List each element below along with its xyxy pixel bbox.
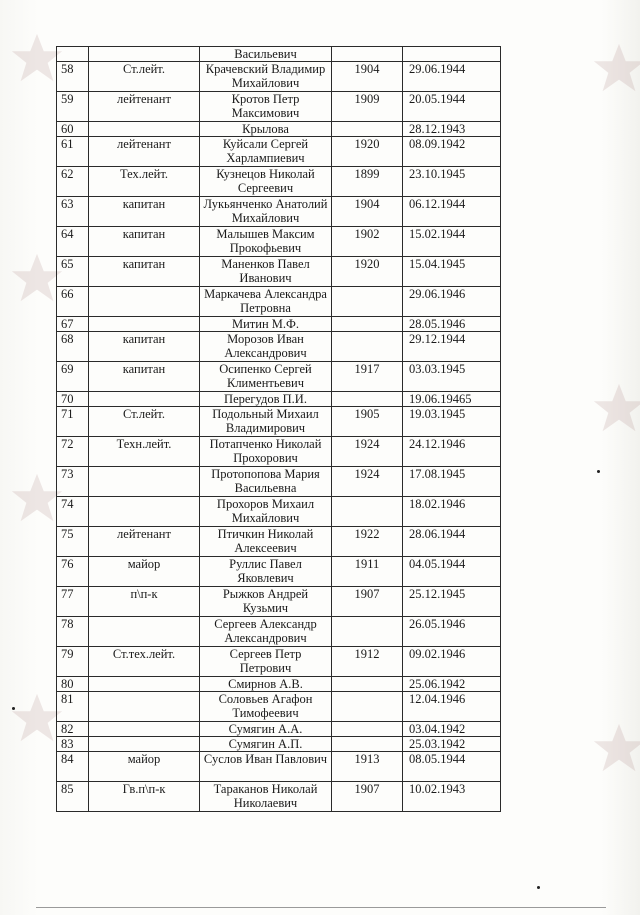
table-row	[57, 722, 501, 737]
cell-year	[332, 287, 403, 317]
cell-name: Протопопова Мария Васильевна	[200, 467, 332, 497]
cell-num: 70	[57, 392, 89, 407]
cell-num: 64	[57, 227, 89, 257]
cell-num: 82	[57, 722, 89, 737]
cell-year: 1904	[332, 197, 403, 227]
cell-date: 03.03.1945	[403, 362, 501, 392]
cell-num	[57, 47, 89, 62]
cell-rank	[89, 47, 200, 62]
cell-rank	[89, 122, 200, 137]
table-row	[57, 92, 501, 122]
cell-rank: Техн.лейт.	[89, 437, 200, 467]
table-row	[57, 362, 501, 392]
table-row	[57, 437, 501, 467]
table-row	[57, 527, 501, 557]
cell-num: 81	[57, 692, 89, 722]
cell-rank: лейтенант	[89, 527, 200, 557]
cell-name: Митин М.Ф.	[200, 317, 332, 332]
cell-date: 18.02.1946	[403, 497, 501, 527]
cell-year	[332, 497, 403, 527]
cell-date: 03.04.1942	[403, 722, 501, 737]
scan-speck	[537, 886, 540, 889]
cell-rank	[89, 617, 200, 647]
cell-name: Сумягин А.А.	[200, 722, 332, 737]
personnel-table-body	[57, 47, 501, 812]
cell-year: 1909	[332, 92, 403, 122]
cell-num: 84	[57, 752, 89, 782]
cell-name: Тараканов Николай Николаевич	[200, 782, 332, 812]
cell-rank: майор	[89, 752, 200, 782]
cell-date: 24.12.1946	[403, 437, 501, 467]
cell-name: Руллис Павел Яковлевич	[200, 557, 332, 587]
cell-date: 29.12.1944	[403, 332, 501, 362]
table-row	[57, 782, 501, 812]
cell-date: 06.12.1944	[403, 197, 501, 227]
cell-num: 65	[57, 257, 89, 287]
watermark-icon	[590, 40, 640, 98]
cell-num: 72	[57, 437, 89, 467]
cell-name: Кротов Петр Максимович	[200, 92, 332, 122]
cell-name: Куйсали Сергей Харлампиевич	[200, 137, 332, 167]
cell-num: 58	[57, 62, 89, 92]
cell-num: 78	[57, 617, 89, 647]
cell-name: Кузнецов Николай Сергеевич	[200, 167, 332, 197]
cell-year: 1904	[332, 62, 403, 92]
cell-name: Суслов Иван Павлович	[200, 752, 332, 782]
table-row	[57, 122, 501, 137]
cell-year: 1920	[332, 137, 403, 167]
cell-year	[332, 692, 403, 722]
cell-name: Крылова	[200, 122, 332, 137]
cell-rank: капитан	[89, 197, 200, 227]
cell-rank: капитан	[89, 362, 200, 392]
cell-date: 08.09.1942	[403, 137, 501, 167]
cell-year	[332, 392, 403, 407]
cell-year: 1922	[332, 527, 403, 557]
cell-year: 1924	[332, 437, 403, 467]
cell-year: 1913	[332, 752, 403, 782]
cell-num: 75	[57, 527, 89, 557]
cell-name: Малышев Максим Прокофьевич	[200, 227, 332, 257]
cell-name: Соловьев Агафон Тимофеевич	[200, 692, 332, 722]
cell-name: Рыжков Андрей Кузьмич	[200, 587, 332, 617]
cell-year	[332, 47, 403, 62]
cell-rank	[89, 497, 200, 527]
cell-year	[332, 722, 403, 737]
table-row	[57, 137, 501, 167]
table-row	[57, 497, 501, 527]
cell-date	[403, 47, 501, 62]
cell-name: Смирнов А.В.	[200, 677, 332, 692]
table-row	[57, 467, 501, 497]
cell-num: 85	[57, 782, 89, 812]
cell-rank: Гв.п\п-к	[89, 782, 200, 812]
table-row	[57, 557, 501, 587]
cell-date: 09.02.1946	[403, 647, 501, 677]
table-row	[57, 392, 501, 407]
cell-num: 80	[57, 677, 89, 692]
cell-rank: капитан	[89, 227, 200, 257]
cell-year	[332, 677, 403, 692]
cell-date: 04.05.1944	[403, 557, 501, 587]
cell-num: 59	[57, 92, 89, 122]
table-row	[57, 737, 501, 752]
table-row	[57, 617, 501, 647]
cell-num: 73	[57, 467, 89, 497]
cell-name: Сумягин А.П.	[200, 737, 332, 752]
cell-date: 25.03.1942	[403, 737, 501, 752]
cell-rank	[89, 287, 200, 317]
cell-date: 15.02.1944	[403, 227, 501, 257]
cell-year: 1911	[332, 557, 403, 587]
cell-rank	[89, 317, 200, 332]
cell-num: 60	[57, 122, 89, 137]
cell-date: 12.04.1946	[403, 692, 501, 722]
cell-year: 1902	[332, 227, 403, 257]
cell-date: 29.06.1946	[403, 287, 501, 317]
cell-num: 74	[57, 497, 89, 527]
cell-name: Прохоров Михаил Михайлович	[200, 497, 332, 527]
cell-year: 1907	[332, 587, 403, 617]
scan-speck	[12, 707, 15, 710]
cell-rank	[89, 467, 200, 497]
cell-date: 20.05.1944	[403, 92, 501, 122]
cell-rank: лейтенант	[89, 137, 200, 167]
cell-rank	[89, 737, 200, 752]
cell-name: Сергеев Александр Александрович	[200, 617, 332, 647]
cell-year: 1912	[332, 647, 403, 677]
cell-num: 69	[57, 362, 89, 392]
cell-rank: п\п-к	[89, 587, 200, 617]
cell-date: 26.05.1946	[403, 617, 501, 647]
cell-num: 79	[57, 647, 89, 677]
page-bottom-edge	[36, 907, 606, 908]
cell-rank: майор	[89, 557, 200, 587]
cell-name: Морозов Иван Александрович	[200, 332, 332, 362]
cell-num: 77	[57, 587, 89, 617]
cell-name: Подольный Михаил Владимирович	[200, 407, 332, 437]
cell-date: 29.06.1944	[403, 62, 501, 92]
cell-name: Перегудов П.И.	[200, 392, 332, 407]
cell-name: Осипенко Сергей Климентьевич	[200, 362, 332, 392]
cell-date: 28.06.1944	[403, 527, 501, 557]
table-row	[57, 197, 501, 227]
table-row	[57, 257, 501, 287]
cell-date: 19.06.19465	[403, 392, 501, 407]
cell-year	[332, 737, 403, 752]
cell-date: 19.03.1945	[403, 407, 501, 437]
cell-date: 10.02.1943	[403, 782, 501, 812]
cell-name: Маненков Павел Иванович	[200, 257, 332, 287]
cell-rank: капитан	[89, 332, 200, 362]
cell-date: 25.12.1945	[403, 587, 501, 617]
cell-date: 23.10.1945	[403, 167, 501, 197]
cell-num: 63	[57, 197, 89, 227]
table-row	[57, 752, 501, 782]
cell-num: 68	[57, 332, 89, 362]
cell-rank: капитан	[89, 257, 200, 287]
cell-year: 1905	[332, 407, 403, 437]
scan-speck	[597, 470, 600, 473]
cell-rank	[89, 392, 200, 407]
watermark-icon	[590, 720, 640, 778]
cell-year: 1907	[332, 782, 403, 812]
cell-num: 67	[57, 317, 89, 332]
cell-name: Крачевский Владимир Михайлович	[200, 62, 332, 92]
cell-year	[332, 617, 403, 647]
table-row	[57, 287, 501, 317]
cell-name: Маркачева Александра Петровна	[200, 287, 332, 317]
cell-num: 61	[57, 137, 89, 167]
table-row	[57, 407, 501, 437]
table-row	[57, 332, 501, 362]
table-row	[57, 47, 501, 62]
cell-rank: Ст.лейт.	[89, 62, 200, 92]
table-row	[57, 167, 501, 197]
cell-num: 62	[57, 167, 89, 197]
cell-name: Потапченко Николай Прохорович	[200, 437, 332, 467]
cell-name: Васильевич	[200, 47, 332, 62]
cell-year: 1924	[332, 467, 403, 497]
cell-num: 83	[57, 737, 89, 752]
cell-rank	[89, 692, 200, 722]
table-row	[57, 62, 501, 92]
table-row	[57, 317, 501, 332]
cell-year	[332, 317, 403, 332]
table-row	[57, 587, 501, 617]
cell-num: 66	[57, 287, 89, 317]
cell-rank	[89, 677, 200, 692]
cell-date: 08.05.1944	[403, 752, 501, 782]
cell-name: Птичкин Николай Алексеевич	[200, 527, 332, 557]
watermark-icon	[590, 380, 640, 438]
cell-rank: Тех.лейт.	[89, 167, 200, 197]
cell-num: 71	[57, 407, 89, 437]
cell-year: 1920	[332, 257, 403, 287]
cell-year: 1899	[332, 167, 403, 197]
cell-num: 76	[57, 557, 89, 587]
cell-year	[332, 332, 403, 362]
cell-rank: Ст.лейт.	[89, 407, 200, 437]
cell-date: 25.06.1942	[403, 677, 501, 692]
table-row	[57, 227, 501, 257]
cell-name: Сергеев Петр Петрович	[200, 647, 332, 677]
cell-name: Лукьянченко Анатолий Михайлович	[200, 197, 332, 227]
table-row	[57, 692, 501, 722]
cell-rank: лейтенант	[89, 92, 200, 122]
table-row	[57, 677, 501, 692]
cell-date: 17.08.1945	[403, 467, 501, 497]
personnel-table	[56, 46, 501, 812]
cell-rank: Ст.тех.лейт.	[89, 647, 200, 677]
cell-date: 28.05.1946	[403, 317, 501, 332]
cell-year: 1917	[332, 362, 403, 392]
table-row	[57, 647, 501, 677]
cell-rank	[89, 722, 200, 737]
cell-year	[332, 122, 403, 137]
cell-date: 15.04.1945	[403, 257, 501, 287]
cell-date: 28.12.1943	[403, 122, 501, 137]
